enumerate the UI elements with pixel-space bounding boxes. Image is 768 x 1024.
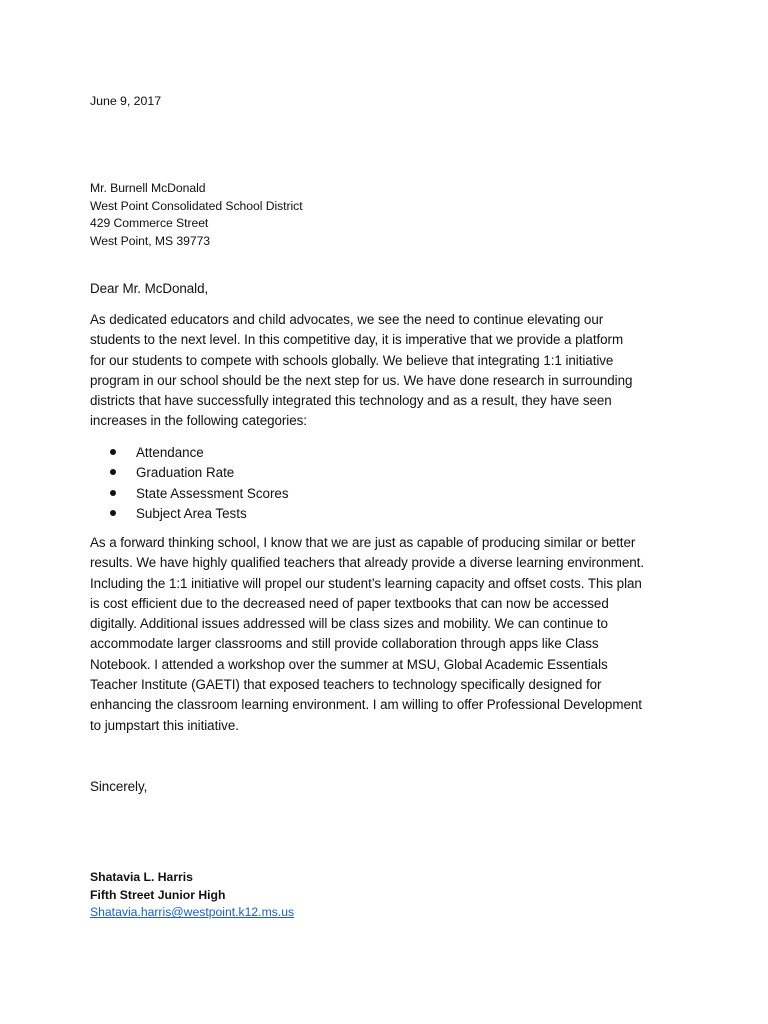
paragraph-2-line: Teacher Institute (GAETI) that exposed teachers to technology specifically designed for [90,677,602,693]
paragraph-2-line: enhancing the classroom learning environment. I am willing to offer Professional Development [90,697,642,713]
paragraph-1-line: program in our school should be the next step for us. We have done research in surrounding [90,372,633,388]
benefit-label: State Assessment Scores [136,485,289,501]
paragraph-2-line: to jumpstart this initiative. [90,717,239,733]
closing: Sincerely, [90,779,148,794]
benefit-label: Subject Area Tests [136,505,247,521]
paragraph-1-line: districts that have successfully integrated this technology and as a result, they have seen [90,393,612,409]
recipient-name: Mr. Burnell McDonald [90,181,206,195]
paragraph-1-line: As dedicated educators and child advocates, we see the need to continue elevating our [90,312,604,327]
benefit-label: Attendance [136,445,204,460]
recipient-street: 429 Commerce Street [90,216,209,231]
paragraph-2-line: results. We have highly qualified teachers that already provide a diverse learning environment. [90,555,645,571]
paragraph-2-line: is cost efficient due to the decreased need of paper textbooks that can now be accessed [90,595,609,611]
letter-date: June 9, 2017 [90,94,162,108]
paragraph-2-line: Notebook. I attended a workshop over the summer at MSU, Global Academic Essentials [90,656,608,672]
benefit-label: Graduation Rate [136,465,235,481]
paragraph-1-line: increases in the following categories: [90,413,307,429]
signer-school: Fifth Street Junior High [90,887,226,902]
paragraph-2-line: Including the 1:1 initiative will propel our student’s learning capacity and offset costs. This plan [90,575,642,591]
signer-name: Shatavia L. Harris [90,870,193,884]
bullet-dot-icon [110,510,116,516]
paragraph-2-line: digitally. Additional issues addressed will be class sizes and mobility. We can continue to [90,616,608,632]
salutation: Dear Mr. McDonald, [90,281,209,296]
recipient-address [90,180,680,250]
paragraph-1-line: students to the next level. In this competitive day, it is imperative that we provide a platform [90,332,624,348]
paragraph-2-line: As a forward thinking school, I know that we are just as capable of producing similar or better [90,535,636,550]
paragraph-1 [90,310,680,432]
paragraph-2-line: accommodate larger classrooms and still provide collaboration through apps like Class [90,636,599,652]
signer-email-wrapper [90,904,294,922]
signature-block [90,869,294,922]
bullet-dot-icon [110,490,116,496]
bullet-dot-icon [110,449,116,455]
paragraph-2 [90,533,680,736]
recipient-city-state-zip: West Point, MS 39773 [90,233,211,248]
benefit-list-item [110,443,289,463]
recipient-organization: West Point Consolidated School District [90,198,303,213]
benefit-list-item [110,463,289,483]
bullet-dot-icon [110,469,116,475]
benefit-list-item [110,504,289,524]
paragraph-1-line: for our students to compete with schools globally. We believe that integrating 1:1 initiative [90,352,614,368]
benefit-list-item [110,484,289,504]
signer-email-link[interactable]: Shatavia.harris@westpoint.k12.ms.us [90,905,295,920]
benefit-list [110,443,289,524]
